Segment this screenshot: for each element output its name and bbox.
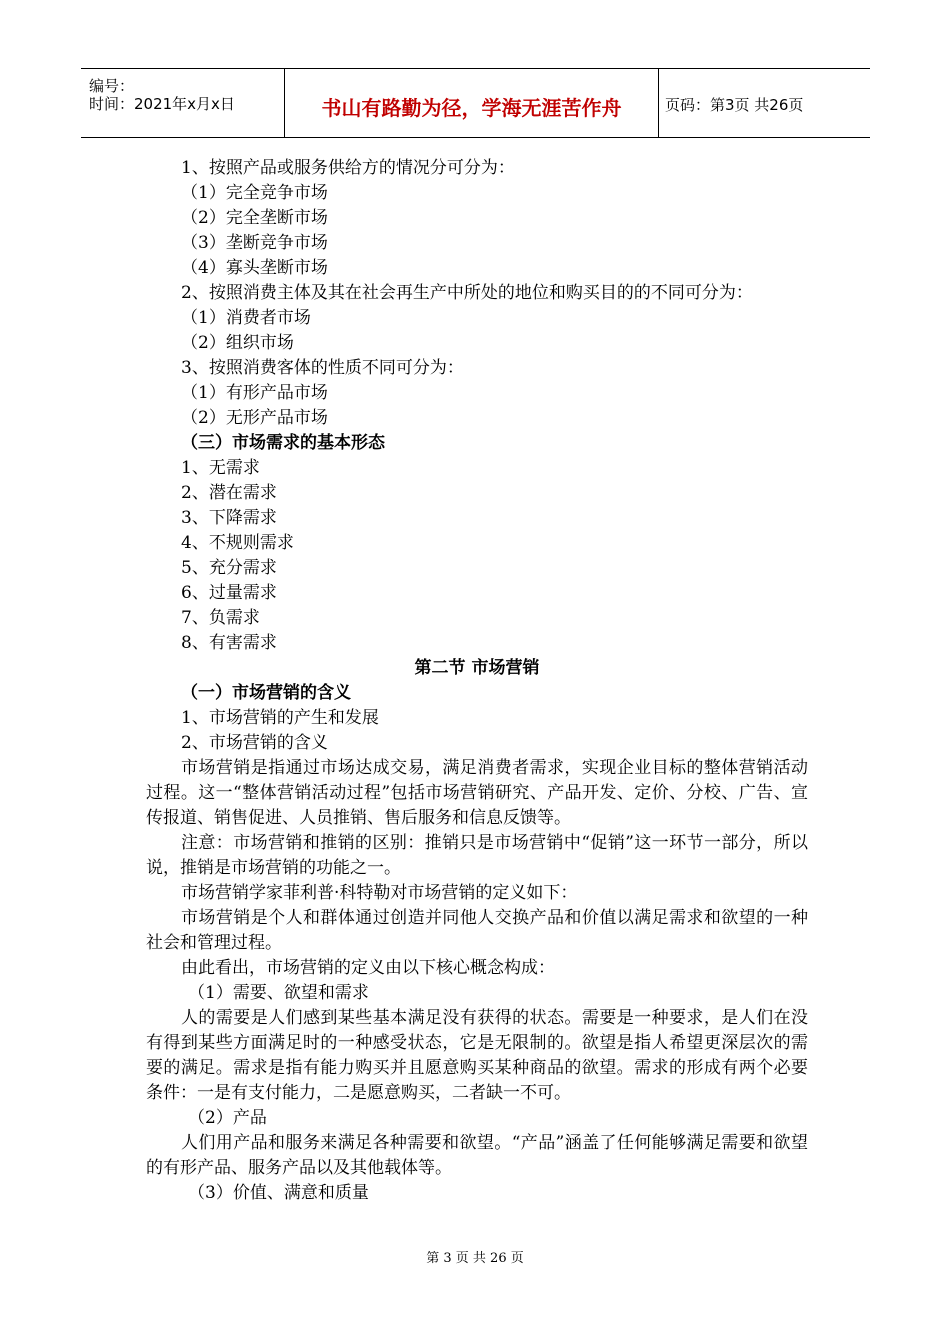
text-line: 7、负需求: [181, 608, 260, 628]
paragraph: 人们用产品和服务来满足各种需要和欲望。“产品”涵盖了任何能够满足需要和欲望的有形产品、服务产品以及其他载体等。: [146, 1133, 808, 1178]
text-line: （1）完全竞争市场: [181, 183, 328, 203]
subheading: （1）需要、欲望和需求: [188, 983, 369, 1003]
text-line: 3、按照消费客体的性质不同可分为：: [181, 358, 464, 378]
text-line: 1、按照产品或服务供给方的情况分可分为：: [181, 158, 515, 178]
text-line: （2）完全垄断市场: [181, 208, 328, 228]
time-label: 时间：2021年x月x日: [89, 95, 235, 113]
subheading: （3）价值、满意和质量: [188, 1183, 369, 1203]
text-line: （三）市场需求的基本形态: [181, 433, 385, 453]
text-line: （一）市场营销的含义: [181, 683, 351, 703]
page-footer: 第 3 页 共 26 页: [426, 1251, 524, 1266]
text-line: 第二节 市场营销: [414, 658, 540, 678]
text-line: 8、有害需求: [181, 633, 277, 653]
header-meta: [81, 69, 285, 137]
text-line: 1、无需求: [181, 458, 260, 478]
text-line: 2、按照消费主体及其在社会再生产中所处的地位和购买目的的不同可分为：: [181, 283, 753, 303]
paragraph: 由此看出，市场营销的定义由以下核心概念构成：: [181, 958, 555, 978]
text-line: 6、过量需求: [181, 583, 277, 603]
document-body: [146, 156, 808, 1206]
paragraph: 人的需要是人们感到某些基本满足没有获得的状态。需要是一种要求，是人们在没有得到某些方面满足时的一种感受状态，它是无限制的。欲望是指人希望更深层次的需要的满足。需求是指有能力购买并且愿意购买某种商品的欲望。需求的形成有两个必要条件：一是有支付能力，二是愿意购买，二者缺一不可。: [146, 1008, 808, 1103]
text-line: （3）垄断竞争市场: [181, 233, 328, 253]
header-motto: 书山有路勤为径，学海无涯苦作舟: [321, 96, 622, 120]
text-line: 5、充分需求: [181, 558, 277, 578]
code-label: 编号：: [89, 77, 135, 95]
page-header: [81, 68, 870, 138]
text-line: 4、不规则需求: [181, 533, 294, 553]
paragraph: 市场营销学家菲利普·科特勒对市场营销的定义如下：: [181, 883, 578, 903]
paragraph: 市场营销是指通过市场达成交易，满足消费者需求，实现企业目标的整体营销活动过程。这一“整体营销活动过程”包括市场营销研究、产品开发、定价、分校、广告、宣传报道、销售促进、人员推销、售后服务和信息反馈等。: [146, 758, 808, 828]
subheading: （2）产品: [188, 1108, 267, 1128]
text-line: 2、市场营销的含义: [181, 733, 328, 753]
text-line: 3、下降需求: [181, 508, 277, 528]
header-page-cell: [663, 69, 870, 137]
text-line: （1）有形产品市场: [181, 383, 328, 403]
header-motto-cell: [285, 69, 659, 137]
paragraph: 市场营销是个人和群体通过创造并同他人交换产品和价值以满足需求和欲望的一种社会和管理过程。: [146, 908, 808, 953]
text-line: （4）寡头垄断市场: [181, 258, 328, 278]
text-line: 2、潜在需求: [181, 483, 277, 503]
text-line: （2）无形产品市场: [181, 408, 328, 428]
text-line: （1）消费者市场: [181, 308, 311, 328]
text-line: 1、市场营销的产生和发展: [181, 708, 379, 728]
header-page-info: 页码：第3页 共26页: [665, 96, 804, 114]
paragraph: 注意：市场营销和推销的区别：推销只是市场营销中“促销”这一环节一部分，所以说，推销是市场营销的功能之一。: [146, 833, 808, 878]
text-line: （2）组织市场: [181, 333, 294, 353]
